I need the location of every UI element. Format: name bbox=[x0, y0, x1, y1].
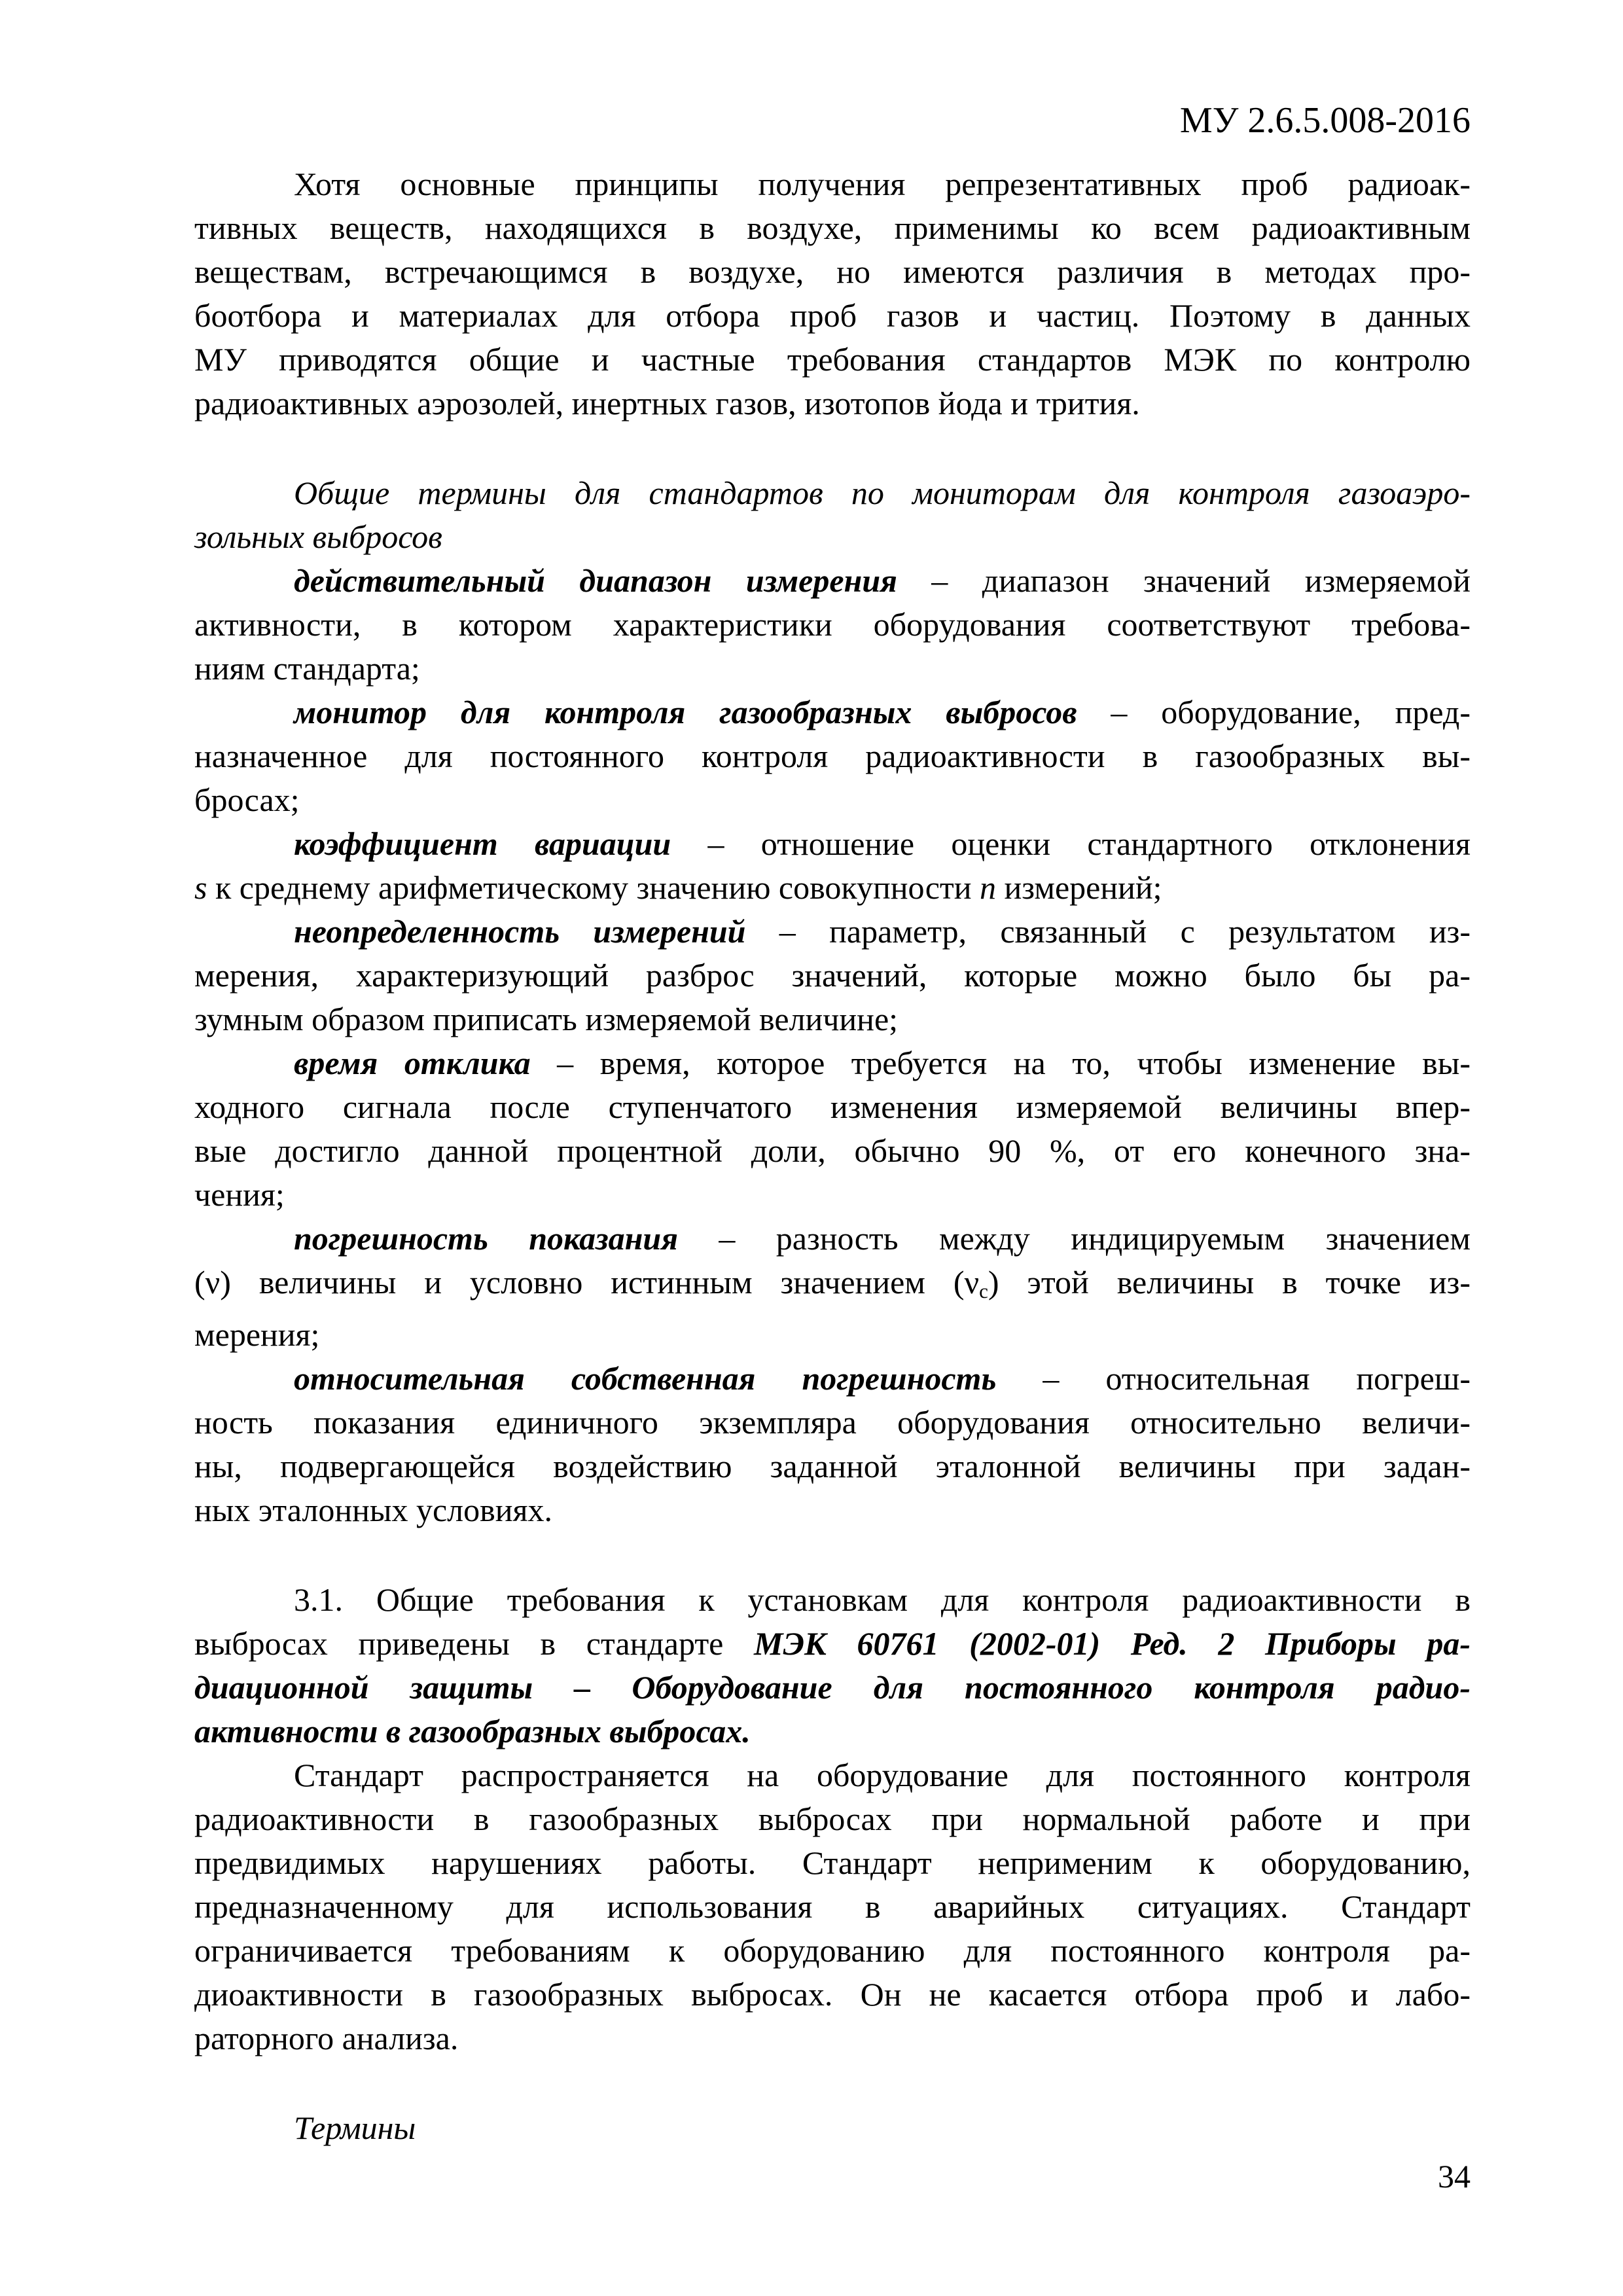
text-line bbox=[194, 734, 1471, 778]
text-run: – диапазон значений измеряемой bbox=[897, 562, 1471, 599]
text-line bbox=[194, 647, 1471, 691]
text-line bbox=[194, 1129, 1471, 1173]
text-run: раторного анализа. bbox=[194, 2019, 459, 2056]
text-run: активности в газообразных выбросах. bbox=[194, 1712, 751, 1749]
text-run: предвидимых нарушениях работы. Стандарт неприменим к оборудованию, bbox=[194, 1844, 1471, 1881]
text-run: чения; bbox=[194, 1176, 285, 1213]
text-run: выбросах приведены в стандарте bbox=[194, 1624, 754, 1662]
text-line bbox=[194, 2017, 1471, 2060]
text-run: ных эталонных условиях. bbox=[194, 1491, 552, 1528]
text-line bbox=[194, 250, 1471, 294]
text-run: коэффициент вариации bbox=[294, 825, 671, 862]
text-run: действительный диапазон измерения bbox=[294, 562, 897, 599]
text-run: МЭК 60761 (2002-01) Ред. 2 Приборы ра- bbox=[754, 1624, 1471, 1662]
text-run: измерений; bbox=[996, 869, 1162, 906]
text-run: Термины bbox=[294, 2109, 416, 2146]
text-run: Хотя основные принципы получения репрезентативных проб радиоак- bbox=[294, 166, 1471, 202]
definition-indication-error bbox=[194, 1217, 1471, 1357]
text-line bbox=[194, 162, 1471, 206]
text-line bbox=[194, 1173, 1471, 1217]
text-run: веществам, встречающимся в воздухе, но имеются различия в методах про- bbox=[194, 253, 1471, 290]
text-run: ность показания единичного экземпляра оборудования относительно величи- bbox=[194, 1403, 1471, 1441]
text-run: ниям стандарта; bbox=[194, 650, 420, 687]
text-run: МУ приводятся общие и частные требования стандартов МЭК по контролю bbox=[194, 341, 1471, 378]
definition-gaseous-effluent-monitor bbox=[194, 691, 1471, 822]
text-run: монитор для контроля газообразных выбросов bbox=[294, 694, 1077, 730]
definition-relative-intrinsic-error bbox=[194, 1357, 1471, 1532]
text-line bbox=[194, 1217, 1471, 1261]
text-line bbox=[194, 954, 1471, 997]
text-line bbox=[194, 822, 1471, 866]
text-run: диационной защиты – Оборудование для постоянного контроля радио- bbox=[194, 1668, 1471, 1706]
text-run: – относительная погреш- bbox=[996, 1359, 1471, 1397]
text-run: – параметр, связанный с результатом из- bbox=[745, 913, 1471, 950]
text-line bbox=[194, 1357, 1471, 1401]
text-line bbox=[194, 1841, 1471, 1885]
text-run: боотбора и материалах для отбора проб газов и частиц. Поэтому в данных bbox=[194, 297, 1471, 334]
text-line bbox=[194, 1797, 1471, 1841]
text-line bbox=[194, 1929, 1471, 1973]
text-run: Общие термины для стандартов по мониторам для контроля газоаэро- bbox=[294, 475, 1471, 511]
text-line bbox=[194, 1666, 1471, 1710]
text-line bbox=[194, 1261, 1471, 1313]
text-run: радиоактивных аэрозолей, инертных газов, изотопов йода и трития. bbox=[194, 385, 1140, 422]
text-run: 3.1. Общие требования к установкам для контроля радиоактивности в bbox=[294, 1581, 1471, 1618]
text-run: (ν) величины и условно истинным значением (ν bbox=[194, 1264, 980, 1300]
text-run: активности, в котором характеристики оборудования соответствуют требова- bbox=[194, 606, 1471, 643]
text-line bbox=[194, 559, 1471, 603]
text-run: – оборудование, пред- bbox=[1077, 694, 1471, 730]
text-line bbox=[194, 206, 1471, 250]
intro-paragraph bbox=[194, 162, 1471, 425]
text-line bbox=[194, 691, 1471, 734]
document-code-header: МУ 2.6.5.008-2016 bbox=[1179, 100, 1471, 141]
text-run: ходного сигнала после ступенчатого изменения измеряемой величины впер- bbox=[194, 1088, 1471, 1125]
text-line bbox=[194, 1085, 1471, 1129]
text-line bbox=[194, 778, 1471, 822]
terms-section-heading bbox=[194, 471, 1471, 559]
text-run: к среднему арифметическому значению совокупности bbox=[207, 869, 980, 906]
text-run: – отношение оценки стандартного отклонения bbox=[671, 825, 1471, 862]
text-line bbox=[194, 603, 1471, 647]
page-number: 34 bbox=[1438, 2158, 1471, 2195]
text-run: вые достигло данной процентной доли, обычно 90 %, от его конечного зна- bbox=[194, 1132, 1471, 1169]
text-run: ) этой величины в точке из- bbox=[988, 1264, 1471, 1300]
text-run: предназначенному для использования в аварийных ситуациях. Стандарт bbox=[194, 1888, 1471, 1925]
text-line bbox=[194, 2106, 1471, 2150]
text-run: неопределенность измерений bbox=[294, 913, 746, 950]
text-run: зумным образом приписать измеряемой величине; bbox=[194, 1001, 899, 1037]
text-run: назначенное для постоянного контроля радиоактивности в газообразных вы- bbox=[194, 738, 1471, 774]
text-run: относительная собственная погрешность bbox=[294, 1359, 997, 1397]
text-run: мерения, характеризующий разброс значений, которые можно было бы ра- bbox=[194, 957, 1471, 994]
text-run: s bbox=[194, 869, 207, 906]
text-line bbox=[194, 471, 1471, 515]
paragraph-spacer bbox=[194, 425, 1471, 471]
text-line bbox=[194, 1973, 1471, 2017]
text-run: мерения; bbox=[194, 1316, 320, 1353]
definition-effective-measuring-range bbox=[194, 559, 1471, 691]
text-line bbox=[194, 294, 1471, 338]
text-line bbox=[194, 1488, 1471, 1532]
text-run: ны, подвергающейся воздействию заданной эталонной величины при задан- bbox=[194, 1447, 1471, 1484]
text-line bbox=[194, 866, 1471, 910]
text-line bbox=[194, 382, 1471, 425]
text-run: радиоактивности в газообразных выбросах при нормальной работе и при bbox=[194, 1800, 1471, 1837]
section-3-1-paragraph bbox=[194, 1578, 1471, 1753]
paragraph-spacer bbox=[194, 2060, 1471, 2106]
text-run: ограничивается требованиям к оборудованию для постоянного контроля ра- bbox=[194, 1931, 1471, 1969]
text-line bbox=[194, 1885, 1471, 1929]
text-line bbox=[194, 1401, 1471, 1444]
text-run: диоактивности в газообразных выбросах. Он не касается отбора проб и лабо- bbox=[194, 1975, 1471, 2013]
text-line bbox=[194, 1753, 1471, 1797]
text-run: – время, которое требуется на то, чтобы изменение вы- bbox=[530, 1045, 1471, 1081]
text-line bbox=[194, 910, 1471, 954]
text-line bbox=[194, 1622, 1471, 1666]
text-run: погрешность показания bbox=[294, 1220, 678, 1257]
text-run: время отклика bbox=[294, 1045, 531, 1081]
paragraph-spacer bbox=[194, 1532, 1471, 1578]
text-line bbox=[194, 1041, 1471, 1085]
text-run: n bbox=[980, 869, 997, 906]
definition-measurement-uncertainty bbox=[194, 910, 1471, 1041]
definition-response-time bbox=[194, 1041, 1471, 1217]
text-line bbox=[194, 1313, 1471, 1357]
text-run: c bbox=[979, 1279, 988, 1302]
terms-label bbox=[194, 2106, 1471, 2150]
definition-coefficient-of-variation bbox=[194, 822, 1471, 910]
standard-scope-paragraph bbox=[194, 1753, 1471, 2060]
text-run: зольных выбросов bbox=[194, 518, 442, 555]
text-run: – разность между индицируемым значением bbox=[677, 1220, 1471, 1257]
text-run: Стандарт распространяется на оборудование для постоянного контроля bbox=[294, 1756, 1471, 1793]
text-line bbox=[194, 515, 1471, 559]
text-run: тивных веществ, находящихся в воздухе, применимы ко всем радиоактивным bbox=[194, 209, 1471, 246]
text-run: бросах; bbox=[194, 781, 300, 818]
text-line bbox=[194, 1578, 1471, 1622]
text-line bbox=[194, 997, 1471, 1041]
text-line bbox=[194, 1710, 1471, 1753]
text-line bbox=[194, 1444, 1471, 1488]
page-body-text bbox=[194, 162, 1471, 2150]
text-line bbox=[194, 338, 1471, 382]
